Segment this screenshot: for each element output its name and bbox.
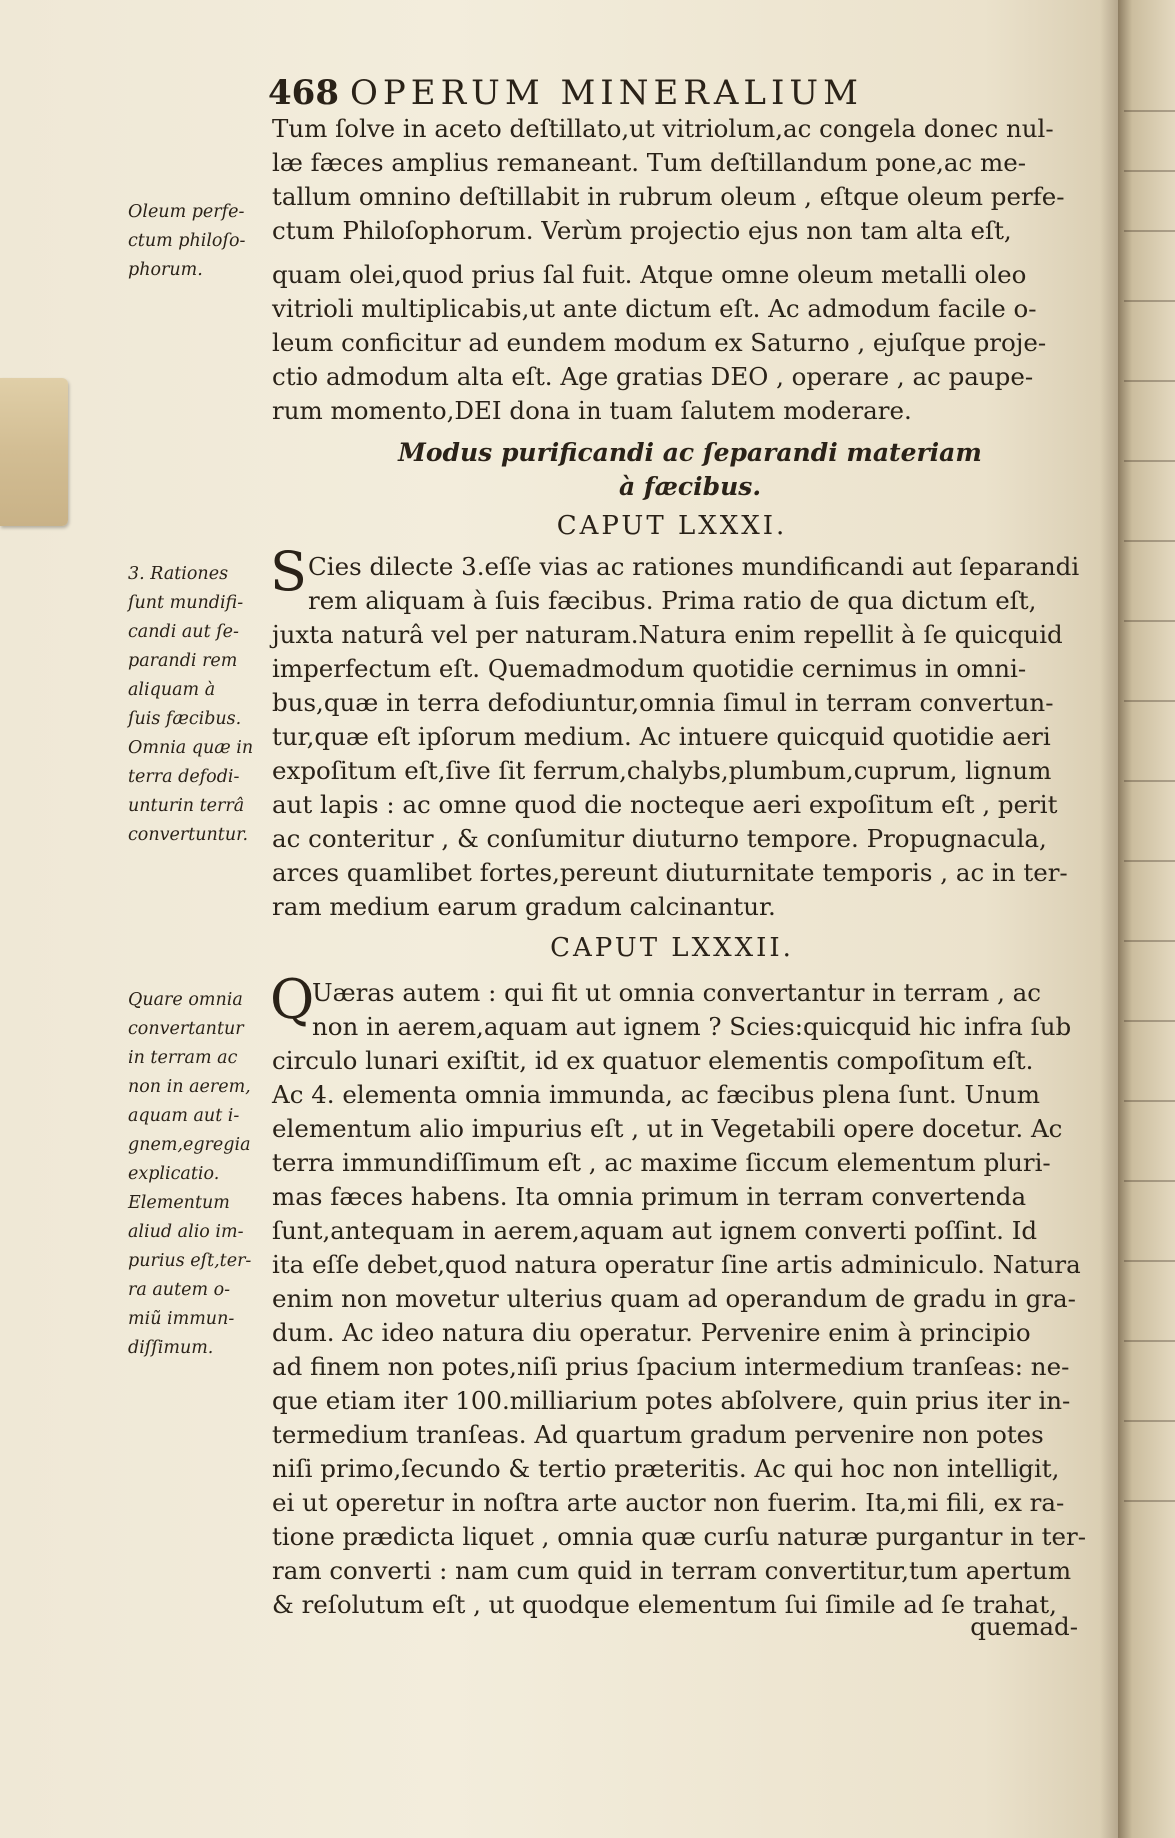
marginal-note-line: in terram ac — [128, 1048, 238, 1068]
marginal-note-line: convertantur — [128, 1019, 244, 1039]
text-line: ita eſſe debet,quod natura operatur ſine artis adminiculo. Natura — [272, 1250, 1081, 1279]
text-line: dum. Ac ideo natura diu operatur. Pervenire enim à principio — [272, 1318, 1031, 1347]
text-line: terra immundiſſimum eſt , ac maxime ſiccum elementum pluri- — [272, 1148, 1051, 1177]
text-line: bus,quæ in terra defodiuntur,omnia ſimul in terram convertun- — [272, 688, 1054, 717]
marginal-note-line: convertuntur. — [128, 825, 249, 845]
text-line: Uæras autem : qui fit ut omnia convertantur in terram , ac — [312, 978, 1041, 1007]
text-line: niſi primo,ſecundo & tertio præteritis. Ac qui hoc non intelligit, — [272, 1454, 1060, 1483]
text-line: ac conteritur , & conſumitur diuturno tempore. Propugnacula, — [272, 824, 1047, 853]
text-line: Tum ſolve in aceto deſtillato,ut vitriolum,ac congela donec nul- — [272, 114, 1054, 143]
text-line: mas fæces habens. Ita omnia primum in terram convertenda — [272, 1182, 1027, 1211]
marginal-note-line: gnem,egregia — [128, 1135, 251, 1155]
text-line: ctio admodum alta eſt. Age gratias DEO , operare , ac paupe- — [272, 362, 1034, 391]
marginal-note-line: purius eſt,ter- — [128, 1251, 252, 1271]
text-line: leum conficitur ad eundem modum ex Saturno , ejuſque proje- — [272, 328, 1047, 357]
text-line: non in aerem,aquam aut ignem ? Scies:quicquid hic infra ſub — [312, 1012, 1072, 1041]
text-line: Ac 4. elementa omnia immunda, ac fæcibus plena ſunt. Unum — [272, 1080, 1040, 1109]
text-line: que etiam iter 100.milliarium potes abſolvere, quin prius iter in- — [272, 1386, 1071, 1415]
text-line: & reſolutum eſt , ut quodque elementum ſui ſimile ad ſe trahat, — [272, 1590, 1057, 1619]
marginal-note-line: Elementum — [128, 1193, 230, 1213]
marginal-note-line: miũ immun- — [128, 1309, 235, 1329]
marginal-note-line: aliud alio im- — [128, 1222, 244, 1242]
text-line: ſunt,antequam in aerem,aquam aut ignem converti poſſint. Id — [272, 1216, 1038, 1245]
marginal-note-line: ſunt mundifi- — [128, 593, 244, 613]
text-line: tione prædicta liquet , omnia quæ curſu naturæ purgantur in ter- — [272, 1522, 1087, 1551]
text-line: rem aliquam à ſuis fæcibus. Prima ratio de qua dictum eſt, — [308, 586, 1037, 615]
text-line: arces quamlibet fortes,pereunt diuturnitate temporis , ac in ter- — [272, 858, 1068, 887]
marginal-note-line: diſſimum. — [128, 1338, 214, 1358]
text-line: imperfectum eſt. Quemadmodum quotidie cernimus in omni- — [272, 654, 1027, 683]
marginal-note-line: terra defodi- — [128, 767, 240, 787]
text-line: læ fæces amplius remaneant. Tum deſtillandum pone,ac me- — [272, 148, 1027, 177]
text-line: aut lapis : ac omne quod die nocteque aeri expoſitum eſt , perit — [272, 790, 1058, 819]
marginal-note-line: ctum philoſo- — [128, 231, 246, 251]
page-gutter — [1100, 0, 1118, 1838]
marginal-note-line: ſuis fæcibus. — [128, 709, 242, 729]
text-line: tur,quæ eſt ipſorum medium. Ac intuere quicquid quotidie aeri — [272, 722, 1051, 751]
marginal-note-line: explicatio. — [128, 1164, 220, 1184]
text-line: ram converti : nam cum quid in terram convertitur,tum apertum — [272, 1556, 1072, 1585]
marginal-note-line: Omnia quæ in — [128, 738, 254, 758]
text-line: vitrioli multiplicabis,ut ante dictum eſt. Ac admodum facile o- — [272, 294, 1037, 323]
text-line: ei ut operetur in noſtra arte auctor non fuerim. Ita,mi fili, ex ra- — [272, 1488, 1065, 1517]
running-head — [268, 72, 918, 114]
chapter-heading-81: CAPUT LXXXI. — [556, 511, 788, 541]
marginal-note-line: ra autem o- — [128, 1280, 231, 1300]
marginal-note-line: parandi rem — [128, 651, 238, 671]
text-line: termedium tranſeas. Ad quartum gradum pervenire non potes — [272, 1420, 1044, 1449]
marginal-note-line: Quare omnia — [128, 990, 243, 1010]
running-title: OPERUM MINERALIUM — [350, 73, 863, 113]
drop-cap-s: S — [270, 540, 307, 603]
text-line: juxta naturâ vel per naturam.Natura enim repellit à ſe quicquid — [272, 620, 1063, 649]
marginal-note-line: aquam aut i- — [128, 1106, 240, 1126]
next-page-edge — [1118, 0, 1175, 1838]
text-line: quam olei,quod prius ſal fuit. Atque omne oleum metalli oleo — [272, 260, 1027, 289]
catchword: quemad- — [970, 1612, 1078, 1641]
marginal-note-line: unturin terrâ — [128, 796, 245, 816]
text-line: expoſitum eſt,ſive ſit ferrum,chalybs,plumbum,cuprum, lignum — [272, 756, 1052, 785]
marginal-note-line: phorum. — [128, 260, 203, 280]
chapter-heading-82: CAPUT LXXXII. — [550, 933, 794, 963]
text-line: circulo lunari exiſtit, id ex quatuor elementis compoſitum eſt. — [272, 1046, 1034, 1075]
text-line: ram medium earum gradum calcinantur. — [272, 892, 776, 921]
marginal-note-line: non in aerem, — [128, 1077, 251, 1097]
page-tab-marker — [0, 378, 68, 526]
text-line: enim non movetur ulterius quam ad operandum de gradu in gra- — [272, 1284, 1076, 1313]
text-line: rum momento,DEI dona in tuam ſalutem moderare. — [272, 396, 912, 425]
marginal-note-line: Oleum perfe- — [128, 202, 245, 222]
text-line: ctum Philoſophorum. Verùm projectio ejus non tam alta eſt, — [272, 216, 1012, 245]
page-number: 468 — [268, 73, 339, 113]
section-title-line: à fæcibus. — [618, 472, 762, 501]
text-line: tallum omnino deſtillabit in rubrum oleum , eſtque oleum perfe- — [272, 182, 1065, 211]
text-line: ad finem non potes,niſi prius ſpacium intermedium tranſeas: ne- — [272, 1352, 1070, 1381]
section-title-line: Modus purificandi ac ſeparandi materiam — [398, 438, 982, 467]
drop-cap-q: Q — [270, 968, 315, 1031]
marginal-note-line: aliquam à — [128, 680, 216, 700]
text-line: Cies dilecte 3.eſſe vias ac rationes mundificandi aut ſeparandi — [308, 552, 1080, 581]
marginal-note-line: candi aut ſe- — [128, 622, 239, 642]
marginal-note-line: 3. Rationes — [128, 564, 229, 584]
text-line: elementum alio impurius eſt , ut in Vegetabili opere docetur. Ac — [272, 1114, 1063, 1143]
